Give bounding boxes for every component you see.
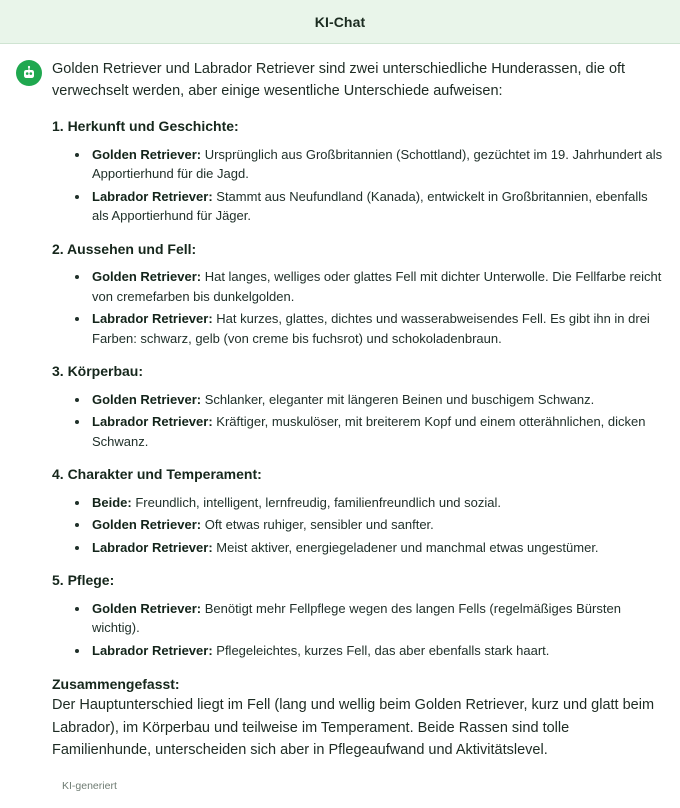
- section-charakter: [52, 465, 664, 557]
- avatar: [16, 60, 42, 86]
- list-item-text: Pflegeleichtes, kurzes Fell, das aber ebenfalls stark haart.: [212, 642, 550, 658]
- section-bullet-list: [52, 145, 664, 226]
- list-item-text: Kräftiger, muskulöser, mit breiterem Kopf und einem otterähnlichen, dicken Schwanz.: [92, 414, 646, 449]
- section-koerperbau: [52, 362, 664, 451]
- section-heading: 1. Herkunft und Geschichte:: [52, 117, 239, 134]
- section-heading: 3. Körperbau:: [52, 363, 144, 380]
- section-bullet-list: [52, 493, 664, 558]
- list-item-term: Golden Retriever:: [92, 269, 202, 285]
- list-item: [90, 187, 664, 226]
- list-item-text: Oft etwas ruhiger, sensibler und sanfter.: [201, 517, 434, 533]
- section-bullet-list: [52, 599, 664, 661]
- list-item-term: Golden Retriever:: [92, 391, 202, 407]
- list-item-text: Ursprünglich aus Großbritannien (Schottland), gezüchtet im 19. Jahrhundert als Apportierhund für die Jagd.: [92, 146, 663, 182]
- list-item: [90, 493, 664, 513]
- list-item: [90, 267, 664, 306]
- list-item-text: Benötigt mehr Fellpflege wegen des langen Fells (regelmäßiges Bürsten wichtig).: [92, 600, 621, 636]
- list-item-term: Labrador Retriever:: [92, 539, 213, 555]
- list-item-text: Hat kurzes, glattes, dichtes und wasserabweisendes Fell. Es gibt ihn in drei Farben: schwarz, gelb (von creme bis fuchsrot) und schokoladenbraun.: [92, 311, 650, 346]
- section-aussehen: [52, 240, 664, 349]
- list-item: [90, 145, 664, 184]
- list-item-term: Labrador Retriever:: [92, 188, 213, 204]
- section-heading: 5. Pflege:: [52, 572, 115, 589]
- list-item-term: Golden Retriever:: [92, 600, 202, 616]
- list-item-term: Beide:: [92, 494, 132, 510]
- list-item: [90, 515, 664, 535]
- list-item-term: Golden Retriever:: [92, 517, 202, 533]
- list-item: [90, 538, 664, 558]
- list-item-term: Labrador Retriever:: [92, 642, 213, 658]
- summary-text: Der Hauptunterschied liegt im Fell (lang und wellig beim Golden Retriever, kurz und glatt beim Labrador), im Körperbau und teilweise im Temperament. Beide Rassen sind tolle Familienhunde, unterscheiden sich aber in Pflegeaufwand und Aktivitätslevel.: [52, 697, 655, 759]
- section-bullet-list: [52, 267, 664, 348]
- list-item-term: Labrador Retriever:: [92, 311, 213, 327]
- list-item: [90, 390, 664, 410]
- chat-body: [0, 44, 680, 770]
- list-item-text: Stammt aus Neufundland (Kanada), entwickelt in Großbritannien, ebenfalls als Apportierhund für Jäger.: [92, 188, 648, 224]
- list-item-term: Golden Retriever:: [92, 146, 202, 162]
- section-herkunft: [52, 117, 664, 226]
- message-content: [52, 58, 664, 762]
- list-item: [90, 599, 664, 638]
- section-heading: 2. Aussehen und Fell:: [52, 240, 197, 257]
- list-item-text: Schlanker, eleganter mit längeren Beinen und buschigem Schwanz.: [201, 391, 595, 407]
- footer-note: KI-generiert: [62, 779, 117, 792]
- section-heading: 4. Charakter und Temperament:: [52, 466, 262, 483]
- section-bullet-list: [52, 390, 664, 452]
- message-intro: Golden Retriever und Labrador Retriever sind zwei unterschiedliche Hunderassen, die oft verwechselt werden, aber einige wesentliche Unterschiede aufweisen:: [52, 61, 626, 100]
- section-pflege: [52, 571, 664, 660]
- list-item-text: Freundlich, intelligent, lernfreudig, familienfreundlich und sozial.: [131, 494, 501, 510]
- list-item-term: Labrador Retriever:: [92, 414, 213, 430]
- assistant-message: [16, 58, 664, 762]
- list-item-text: Hat langes, welliges oder glattes Fell mit dichter Unterwolle. Die Fellfarbe reicht von cremefarben bis dunkelgolden.: [92, 269, 662, 304]
- page-title: KI-Chat: [314, 13, 366, 30]
- list-item-text: Meist aktiver, energiegeladener und manchmal etwas ungestümer.: [212, 539, 599, 555]
- list-item: [90, 641, 664, 661]
- summary-heading: Zusammengefasst:: [52, 676, 180, 693]
- list-item: [90, 309, 664, 348]
- list-item: [90, 412, 664, 451]
- window-titlebar: [0, 0, 680, 44]
- robot-icon: [21, 65, 37, 81]
- summary-block: [52, 676, 664, 761]
